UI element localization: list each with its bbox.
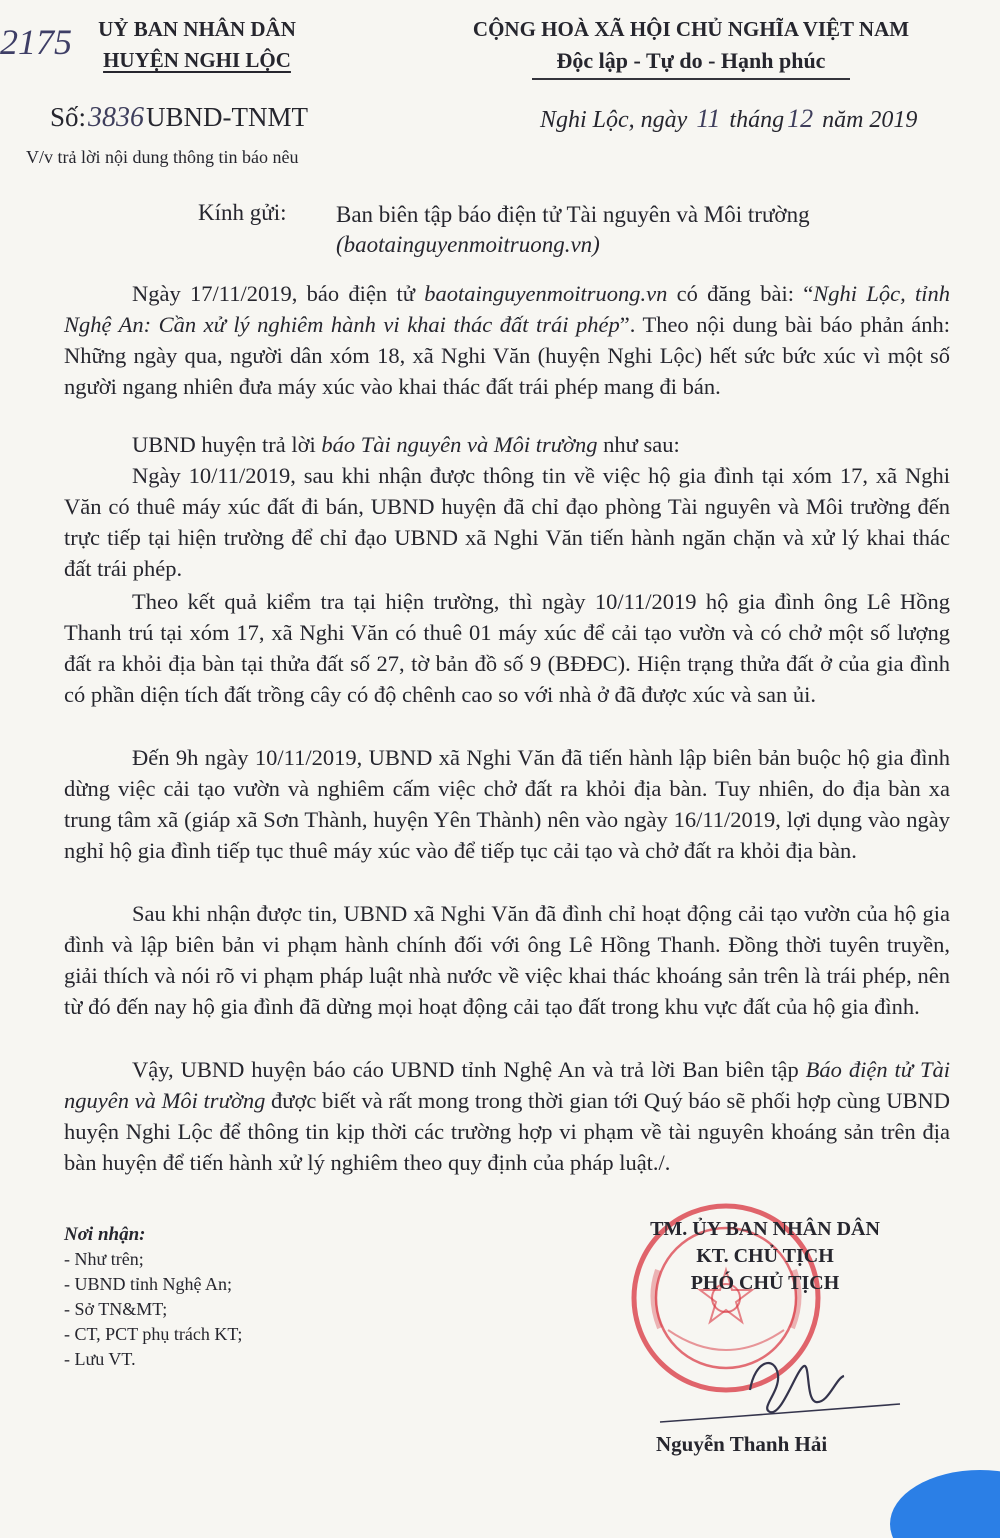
p7-paper-name: Báo điện tử Tài nguyên và Môi trường xyxy=(64,1057,950,1113)
recipient-line-1: Ban biên tập báo điện tử Tài nguyên và Môi trường xyxy=(336,202,810,227)
body-paragraph-4: Theo kết quả kiểm tra tại hiện trường, thì ngày 10/11/2019 hộ gia đình ông Lê Hồng Thanh trú tại xóm 17, xã Nghi Văn có thuê 01 máy xúc để cải tạo vườn và có chở một số lượng đất ra khỏi địa bàn tại thửa đất số 27, tờ bản đồ số 9 (BĐĐC). Hiện trạng thửa đất ở của gia đình có phần diện tích đất trồng cây có độ chênh cao so với nhà ở đã được xúc và san ủi. xyxy=(64,589,950,707)
receivers-title: Nơi nhận: xyxy=(64,1224,146,1245)
body-paragraph-2 xyxy=(64,429,950,460)
recipient-line-2: (baotainguyenmoitruong.vn) xyxy=(336,232,600,257)
signature-line-1: TM. ỦY BAN NHÂN DÂN xyxy=(650,1218,880,1240)
so-label: Số: xyxy=(50,102,87,132)
signature-line-3: PHÓ CHỦ TỊCH xyxy=(690,1272,840,1294)
receiver-item: - Sở TN&MT; xyxy=(64,1299,168,1319)
so-suffix: UBND-TNMT xyxy=(146,102,309,132)
nation-line-1: CỘNG HOÀ XÃ HỘI CHỦ NGHĨA VIỆT NAM xyxy=(472,17,910,41)
handwritten-corner-number: 2175 xyxy=(0,22,72,62)
org-line-1: UỶ BAN NHÂN DÂN xyxy=(98,17,296,41)
receiver-item: - Như trên; xyxy=(64,1249,144,1269)
document-number xyxy=(50,102,308,134)
p2-paper-name: báo Tài nguyên và Môi trường xyxy=(321,432,598,457)
month-label: tháng xyxy=(729,107,785,133)
receiver-item: - UBND tỉnh Nghệ An; xyxy=(64,1274,232,1294)
issuing-organization xyxy=(82,14,312,76)
date-day: 11 xyxy=(696,104,721,133)
body-paragraph-6: Sau khi nhận được tin, UBND xã Nghi Văn đã đình chỉ hoạt động cải tạo vườn của hộ gia đình và lập biên bản vi phạm hành chính đối với ông Lê Hồng Thanh. Đồng thời tuyên truyền, giải thích và nói rõ vi phạm pháp luật nhà nước về việc khai thác khoáng sản trên là trái phép, nên từ đó đến nay hộ gia đình đã dừng mọi hoạt động cải tạo đất trong khu vực đất của hộ gia đình. xyxy=(64,901,950,1019)
motto-underline xyxy=(532,78,850,80)
p1-text-a: Ngày 17/11/2019, báo điện tử xyxy=(132,281,425,306)
p1-text-b: có đăng bài: “ xyxy=(667,281,814,306)
receiver-item: - CT, PCT phụ trách KT; xyxy=(64,1324,243,1344)
p1-site-link: baotainguyenmoitruong.vn xyxy=(424,281,668,306)
so-handwritten-number: 3836 xyxy=(88,102,145,133)
receiver-item: - Lưu VT. xyxy=(64,1349,136,1369)
body-paragraph-5: Đến 9h ngày 10/11/2019, UBND xã Nghi Văn đã tiến hành lập biên bản buộc hộ gia đình dừng việc cải tạo vườn và nghiêm cấm việc chở đất ra khỏi địa bàn. Tuy nhiên, do địa bàn xa trung tâm xã (giáp xã Sơn Thành, huyện Yên Thành) nên vào ngày 16/11/2019, lợi dụng vào ngày nghỉ hộ gia đình tiếp tục thuê máy xúc vào để tiếp tục cải tạo và chở đất ra khỏi địa bàn. xyxy=(64,745,950,863)
p7-text-a: Vậy, UBND huyện báo cáo UBND tỉnh Nghệ An và trả lời Ban biên tập xyxy=(132,1057,806,1082)
corner-blue-blob xyxy=(890,1458,1000,1538)
handwritten-signature xyxy=(600,1330,930,1440)
body-paragraph-3: Ngày 10/11/2019, sau khi nhận được thông tin về việc hộ gia đình tại xóm 17, xã Nghi Văn có thuê máy xúc đất đi bán, UBND huyện đã chỉ đạo phòng Tài nguyên và Môi trường đến trực tiếp tại hiện trường để chỉ đạo UBND xã Nghi Văn tiến hành ngăn chặn và xử lý khai thác đất trái phép. xyxy=(64,463,950,581)
recipient xyxy=(336,200,810,260)
signature-line-2: KT. CHỦ TỊCH xyxy=(696,1245,834,1267)
national-motto xyxy=(446,14,936,80)
signature-block xyxy=(620,1216,910,1297)
recipient-label: Kính gửi: xyxy=(198,200,287,225)
p1-text-c: ”. Theo nội dung bài báo phản ánh: Những ngày qua, người dân xóm 18, xã Nghi Văn (huyện Nghi Lộc) hết sức bức xúc vì một số người ngang nhiên đưa máy xúc vào khai thác đất trái phép mang đi bán. xyxy=(64,312,950,399)
document-subject: V/v trả lời nội dung thông tin báo nêu xyxy=(26,147,299,167)
p2-text-b: như sau: xyxy=(597,432,680,457)
body-paragraph-1 xyxy=(64,278,950,402)
p2-text-a: UBND huyện trả lời xyxy=(132,432,322,457)
handwritten-corner-mark xyxy=(0,10,76,70)
place-date xyxy=(540,104,917,134)
body-paragraph-7 xyxy=(64,1054,950,1178)
signer-name: Nguyễn Thanh Hải xyxy=(656,1432,828,1456)
p7-text-b: được biết và rất mong trong thời gian tới Quý báo sẽ phối hợp cùng UBND huyện Nghi Lộc để thông tin kịp thời các trường hợp vi phạm về tài nguyên khoáng sản trên địa bàn huyện để tiến hành xử lý nghiêm theo quy định của pháp luật./. xyxy=(64,1088,950,1175)
org-line-2: HUYỆN NGHI LỘC xyxy=(103,48,291,72)
date-month: 12 xyxy=(787,104,814,133)
nation-line-2: Độc lập - Tự do - Hạnh phúc xyxy=(556,48,826,73)
place-prefix: Nghi Lộc, ngày xyxy=(540,107,688,133)
receivers-list xyxy=(64,1222,242,1372)
year-label: năm 2019 xyxy=(822,107,918,133)
p1-article-title: Nghi Lộc, tỉnh Nghệ An: Cần xử lý nghiêm hành vi khai thác đất trái phép xyxy=(64,281,950,337)
